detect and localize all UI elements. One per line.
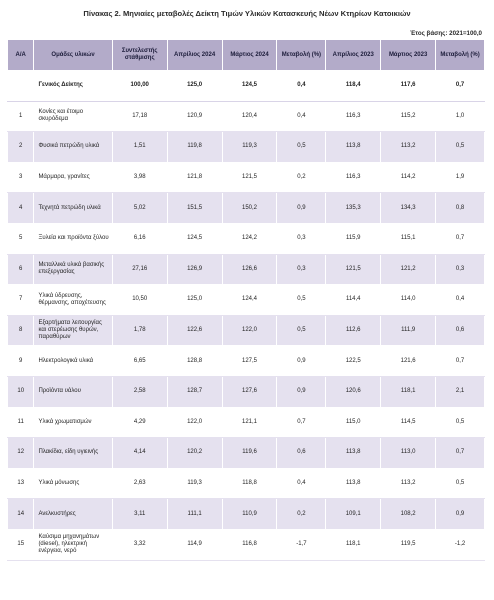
row-weight: 6,16: [112, 223, 167, 254]
row-apr-2024: 122,0: [167, 407, 222, 438]
table-row: [8, 315, 485, 346]
row-weight: 3,98: [112, 162, 167, 193]
row-aa: 8: [8, 315, 34, 346]
row-change-2024: 0,2: [277, 499, 326, 530]
general-change-2023: 0,7: [436, 71, 485, 102]
row-apr-2024: 124,5: [167, 223, 222, 254]
row-change-2024: 0,5: [277, 285, 326, 316]
table-row: [8, 254, 485, 285]
row-mar-2024: 126,6: [222, 254, 277, 285]
row-mar-2023: 114,2: [381, 162, 436, 193]
row-change-2024: 0,4: [277, 101, 326, 132]
row-apr-2024: 111,1: [167, 499, 222, 530]
header-apr-2024: Απρίλιος 2024: [167, 40, 222, 71]
row-change-2023: 0,7: [436, 346, 485, 377]
row-group: Υλικά ύδρευσης, θέρμανσης, αποχέτευσης: [34, 285, 112, 316]
row-weight: 3,32: [112, 529, 167, 560]
row-weight: 4,29: [112, 407, 167, 438]
row-mar-2023: 121,6: [381, 346, 436, 377]
row-mar-2023: 113,0: [381, 438, 436, 469]
general-mar-2024: 124,5: [222, 71, 277, 102]
row-apr-2023: 113,8: [326, 468, 381, 499]
row-apr-2023: 114,4: [326, 285, 381, 316]
row-apr-2023: 115,0: [326, 407, 381, 438]
row-change-2024: 0,9: [277, 193, 326, 224]
table-row: [8, 285, 485, 316]
row-change-2023: -1,2: [436, 529, 485, 560]
base-year-note: Έτος βάσης: 2021=100,0: [409, 30, 482, 37]
general-change-2024: 0,4: [277, 71, 326, 102]
row-change-2023: 0,9: [436, 499, 485, 530]
row-apr-2023: 115,9: [326, 223, 381, 254]
row-change-2024: 0,5: [277, 132, 326, 163]
table-row: [8, 468, 485, 499]
row-mar-2023: 113,2: [381, 132, 436, 163]
general-apr-2023: 118,4: [326, 71, 381, 102]
row-apr-2024: 121,8: [167, 162, 222, 193]
row-mar-2023: 134,3: [381, 193, 436, 224]
general-aa: [8, 71, 34, 102]
header-mar-2023: Μάρτιος 2023: [381, 40, 436, 71]
table-row: [8, 438, 485, 469]
row-mar-2023: 121,2: [381, 254, 436, 285]
row-aa: 7: [8, 285, 34, 316]
row-apr-2023: 113,8: [326, 132, 381, 163]
row-apr-2024: 151,5: [167, 193, 222, 224]
row-mar-2024: 127,5: [222, 346, 277, 377]
row-group: Καύσιμα μηχανημάτων (diesel), ηλεκτρική ενέργεια, νερό: [34, 529, 112, 560]
row-mar-2023: 111,9: [381, 315, 436, 346]
row-aa: 3: [8, 162, 34, 193]
row-weight: 17,18: [112, 101, 167, 132]
row-group: Ηλεκτρολογικά υλικά: [34, 346, 112, 377]
table-row: [8, 132, 485, 163]
row-mar-2023: 113,2: [381, 468, 436, 499]
header-aa: Α/Α: [8, 40, 34, 71]
row-aa: 13: [8, 468, 34, 499]
table-row: [8, 376, 485, 407]
row-mar-2024: 121,5: [222, 162, 277, 193]
table-row: [8, 223, 485, 254]
row-change-2023: 0,4: [436, 285, 485, 316]
row-apr-2023: 116,3: [326, 101, 381, 132]
row-aa: 12: [8, 438, 34, 469]
row-change-2024: -1,7: [277, 529, 326, 560]
general-weight: 100,00: [112, 71, 167, 102]
row-group: Εξαρτήματα λειτουργίας και στερέωσης θυρών, παραθύρων: [34, 315, 112, 346]
row-weight: 10,50: [112, 285, 167, 316]
row-apr-2024: 128,8: [167, 346, 222, 377]
row-weight: 2,58: [112, 376, 167, 407]
row-apr-2024: 128,7: [167, 376, 222, 407]
row-group: Τεχνητά πετρώδη υλικά: [34, 193, 112, 224]
row-mar-2023: 114,0: [381, 285, 436, 316]
row-group: Προϊόντα υάλου: [34, 376, 112, 407]
row-group: Μεταλλικά υλικά βασικής επεξεργασίας: [34, 254, 112, 285]
table-row: [8, 101, 485, 132]
row-apr-2024: 120,2: [167, 438, 222, 469]
row-mar-2024: 124,4: [222, 285, 277, 316]
row-change-2024: 0,9: [277, 376, 326, 407]
general-apr-2024: 125,0: [167, 71, 222, 102]
row-aa: 9: [8, 346, 34, 377]
row-apr-2024: 126,9: [167, 254, 222, 285]
row-group: Υλικά μόνωσης: [34, 468, 112, 499]
row-change-2024: 0,3: [277, 223, 326, 254]
row-apr-2024: 125,0: [167, 285, 222, 316]
row-change-2023: 1,9: [436, 162, 485, 193]
row-apr-2024: 114,9: [167, 529, 222, 560]
row-weight: 27,16: [112, 254, 167, 285]
row-group: Μάρμαρα, γρανίτες: [34, 162, 112, 193]
row-apr-2023: 118,1: [326, 529, 381, 560]
row-mar-2023: 108,2: [381, 499, 436, 530]
row-weight: 1,51: [112, 132, 167, 163]
row-apr-2023: 135,3: [326, 193, 381, 224]
row-change-2023: 0,6: [436, 315, 485, 346]
row-weight: 1,78: [112, 315, 167, 346]
row-aa: 10: [8, 376, 34, 407]
row-aa: 14: [8, 499, 34, 530]
header-change-2024: Μεταβολή (%): [277, 40, 326, 71]
row-mar-2024: 116,8: [222, 529, 277, 560]
row-apr-2023: 113,8: [326, 438, 381, 469]
row-mar-2023: 119,5: [381, 529, 436, 560]
table-row: [8, 529, 485, 560]
row-group: Πλακίδια, είδη υγιεινής: [34, 438, 112, 469]
row-weight: 3,11: [112, 499, 167, 530]
row-group: Ξυλεία και προϊόντα ξύλου: [34, 223, 112, 254]
header-weight: Συντελεστής στάθμισης: [112, 40, 167, 71]
row-mar-2023: 114,5: [381, 407, 436, 438]
row-change-2024: 0,9: [277, 346, 326, 377]
row-weight: 5,02: [112, 193, 167, 224]
table-row: [8, 346, 485, 377]
row-weight: 2,63: [112, 468, 167, 499]
row-mar-2024: 121,1: [222, 407, 277, 438]
row-apr-2023: 109,1: [326, 499, 381, 530]
row-apr-2023: 122,5: [326, 346, 381, 377]
row-change-2024: 0,7: [277, 407, 326, 438]
row-mar-2024: 120,4: [222, 101, 277, 132]
row-aa: 2: [8, 132, 34, 163]
price-index-table: [7, 39, 485, 561]
row-change-2023: 0,5: [436, 132, 485, 163]
row-aa: 1: [8, 101, 34, 132]
table-row: [8, 499, 485, 530]
row-apr-2024: 119,3: [167, 468, 222, 499]
row-change-2023: 0,7: [436, 438, 485, 469]
row-apr-2024: 120,9: [167, 101, 222, 132]
row-mar-2024: 119,6: [222, 438, 277, 469]
general-mar-2023: 117,6: [381, 71, 436, 102]
row-apr-2023: 112,6: [326, 315, 381, 346]
row-change-2024: 0,2: [277, 162, 326, 193]
row-group: Ανελκυστήρες: [34, 499, 112, 530]
row-group: Φυσικά πετρώδη υλικά: [34, 132, 112, 163]
table-row: [8, 193, 485, 224]
table-row: [8, 407, 485, 438]
row-apr-2023: 120,6: [326, 376, 381, 407]
table-header-row: [8, 40, 485, 71]
row-weight: 6,65: [112, 346, 167, 377]
general-index-row: [8, 71, 485, 102]
row-mar-2023: 115,2: [381, 101, 436, 132]
row-mar-2024: 124,2: [222, 223, 277, 254]
row-aa: 15: [8, 529, 34, 560]
row-aa: 4: [8, 193, 34, 224]
header-change-2023: Μεταβολή (%): [436, 40, 485, 71]
row-apr-2024: 122,6: [167, 315, 222, 346]
row-apr-2024: 119,8: [167, 132, 222, 163]
row-mar-2024: 118,8: [222, 468, 277, 499]
row-change-2024: 0,3: [277, 254, 326, 285]
table-row: [8, 162, 485, 193]
row-change-2023: 0,5: [436, 407, 485, 438]
row-apr-2023: 121,5: [326, 254, 381, 285]
row-group: Κονίες και έτοιμο σκυρόδεμα: [34, 101, 112, 132]
row-change-2024: 0,4: [277, 468, 326, 499]
row-apr-2023: 116,3: [326, 162, 381, 193]
row-group: Υλικά χρωματισμών: [34, 407, 112, 438]
row-mar-2024: 110,9: [222, 499, 277, 530]
row-weight: 4,14: [112, 438, 167, 469]
row-mar-2023: 118,1: [381, 376, 436, 407]
header-group: Ομάδες υλικών: [34, 40, 112, 71]
row-change-2024: 0,6: [277, 438, 326, 469]
row-aa: 11: [8, 407, 34, 438]
row-aa: 5: [8, 223, 34, 254]
row-aa: 6: [8, 254, 34, 285]
row-mar-2023: 115,1: [381, 223, 436, 254]
table-title: Πίνακας 2. Μηνιαίες μεταβολές Δείκτη Τιμών Υλικών Κατασκευής Νέων Κτηρίων Κατοικιών: [83, 9, 411, 18]
row-change-2023: 0,8: [436, 193, 485, 224]
header-mar-2024: Μάρτιος 2024: [222, 40, 277, 71]
row-change-2024: 0,5: [277, 315, 326, 346]
row-change-2023: 0,5: [436, 468, 485, 499]
row-change-2023: 0,7: [436, 223, 485, 254]
row-change-2023: 1,0: [436, 101, 485, 132]
row-change-2023: 0,3: [436, 254, 485, 285]
header-apr-2023: Απρίλιος 2023: [326, 40, 381, 71]
row-mar-2024: 122,0: [222, 315, 277, 346]
row-mar-2024: 150,2: [222, 193, 277, 224]
general-group: Γενικός Δείκτης: [34, 71, 112, 102]
row-mar-2024: 127,6: [222, 376, 277, 407]
row-mar-2024: 119,3: [222, 132, 277, 163]
row-change-2023: 2,1: [436, 376, 485, 407]
